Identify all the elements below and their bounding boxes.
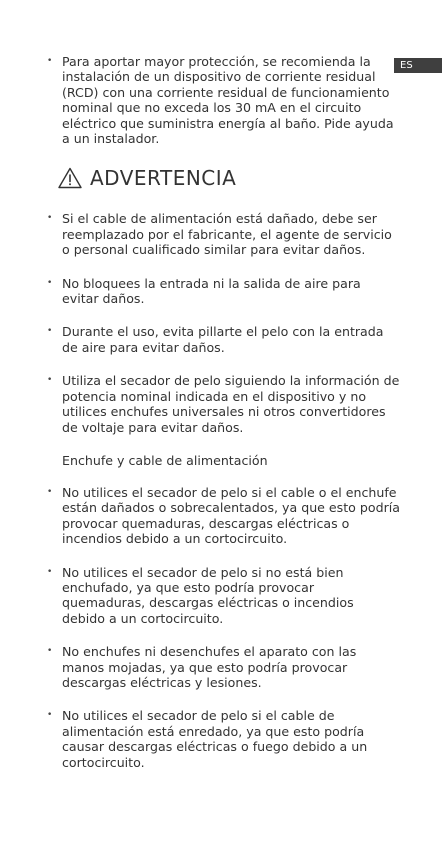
list-item: • Utiliza el secador de pelo siguiendo la información de potencia nominal indicada en el dispositivo y no utilices enchufes universales ni otros convertidores de voltaje para evitar daños. [44,373,400,435]
list-item: • Durante el uso, evita pillarte el pelo con la entrada de aire para evitar daños. [44,324,400,355]
list-item: • Si el cable de alimentación está dañado, debe ser reemplazado por el fabricante, el agente de servicio o personal cualificado similar para evitar daños. [44,211,400,257]
list-item: • No utilices el secador de pelo si el cable o el enchufe están dañados o sobrecalentados, ya que esto podría provocar quemaduras, descargas eléctricas o incendios debido a un cortocircuito. [44,485,400,547]
list-item: • No enchufes ni desenchufes el aparato con las manos mojadas, ya que esto podría provocar descargas eléctricas y lesiones. [44,644,400,690]
language-tab: ES [394,58,442,73]
list-item: • No utilices el secador de pelo si el cable de alimentación está enredado, ya que esto podría causar descargas eléctricas o fuego debido a un cortocircuito. [44,708,400,770]
warning-heading [58,166,400,190]
page-content [44,54,400,788]
list-item: • Para aportar mayor protección, se recomienda la instalación de un dispositivo de corriente residual (RCD) con una corriente residual de funcionamiento nominal que no exceda los 30 mA en el circuito eléctrico que suministra energía al baño. Pide ayuda a un instalador. [44,54,400,146]
plug-section-title: Enchufe y cable de alimentación [62,452,268,468]
list-item: • No utilices el secador de pelo si no está bien enchufado, ya que esto podría provocar quemaduras, descargas eléctricas o incendios debido a un cortocircuito. [44,565,400,627]
warning-title: ADVERTENCIA [90,166,237,191]
intro-list [44,54,400,146]
list-item: • No bloquees la entrada ni la salida de aire para evitar daños. [44,276,400,307]
plug-list [44,485,400,770]
warning-triangle-icon [58,167,82,189]
warning-list [44,211,400,434]
